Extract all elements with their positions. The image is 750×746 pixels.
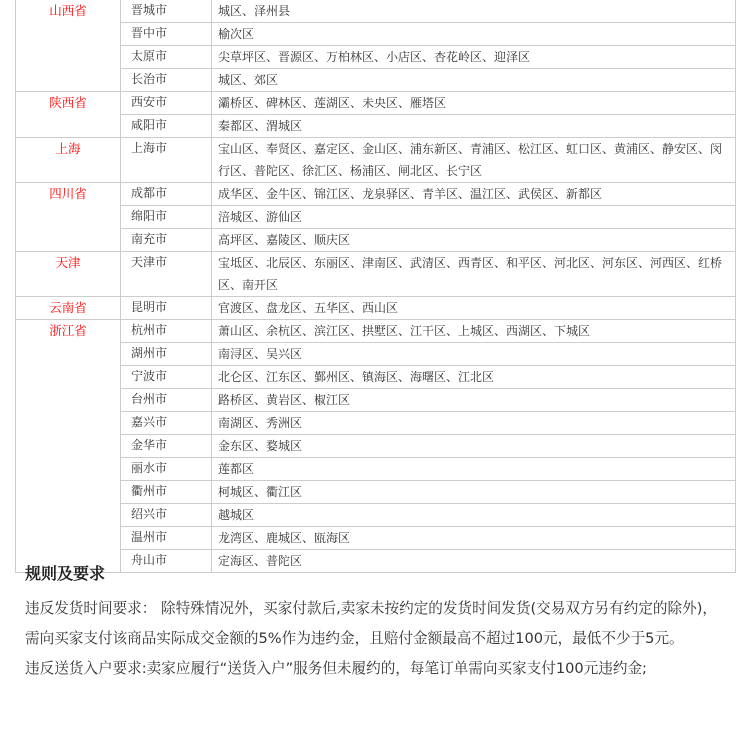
districts-cell: 官渡区、盘龙区、五华区、西山区 [212, 297, 736, 320]
table-row [16, 435, 736, 458]
table-row [16, 527, 736, 550]
rules-title: 规则及要求 [25, 564, 106, 583]
city-cell: 咸阳市 [121, 115, 212, 138]
table-row [16, 343, 736, 366]
districts-cell: 高坪区、嘉陵区、顺庆区 [212, 229, 736, 252]
city-cell: 昆明市 [121, 297, 212, 320]
city-cell: 晋城市 [121, 0, 212, 23]
table-row [16, 69, 736, 92]
city-cell: 绍兴市 [121, 504, 212, 527]
region-table [15, 0, 736, 573]
city-cell: 嘉兴市 [121, 412, 212, 435]
districts-cell: 莲都区 [212, 458, 736, 481]
city-cell: 杭州市 [121, 320, 212, 343]
city-cell: 太原市 [121, 46, 212, 69]
province-cell: 陕西省 [16, 92, 121, 138]
city-cell: 丽水市 [121, 458, 212, 481]
city-cell: 衢州市 [121, 481, 212, 504]
table-row [16, 46, 736, 69]
districts-cell: 灞桥区、碑林区、莲湖区、未央区、雁塔区 [212, 92, 736, 115]
table-row [16, 458, 736, 481]
city-cell: 台州市 [121, 389, 212, 412]
districts-cell: 越城区 [212, 504, 736, 527]
province-cell: 上海 [16, 138, 121, 183]
province-cell: 天津 [16, 252, 121, 297]
city-cell: 金华市 [121, 435, 212, 458]
city-cell: 南充市 [121, 229, 212, 252]
table-row [16, 229, 736, 252]
districts-cell: 尖草坪区、晋源区、万柏林区、小店区、杏花岭区、迎泽区 [212, 46, 736, 69]
districts-cell: 柯城区、衢江区 [212, 481, 736, 504]
table-row [16, 138, 736, 183]
districts-cell: 成华区、金牛区、锦江区、龙泉驿区、青羊区、温江区、武侯区、新都区 [212, 183, 736, 206]
table-row [16, 389, 736, 412]
districts-cell: 龙湾区、鹿城区、瓯海区 [212, 527, 736, 550]
city-cell: 温州市 [121, 527, 212, 550]
city-cell: 舟山市 [121, 550, 212, 573]
districts-cell: 城区、郊区 [212, 69, 736, 92]
districts-cell: 南浔区、吴兴区 [212, 343, 736, 366]
table-row [16, 183, 736, 206]
districts-cell: 城区、泽州县 [212, 0, 736, 23]
districts-cell: 路桥区、黄岩区、椒江区 [212, 389, 736, 412]
province-cell: 浙江省 [16, 320, 121, 573]
province-cell: 四川省 [16, 183, 121, 252]
districts-cell: 南湖区、秀洲区 [212, 412, 736, 435]
rules-section [25, 562, 730, 684]
table-row [16, 504, 736, 527]
city-cell: 西安市 [121, 92, 212, 115]
districts-cell: 萧山区、余杭区、滨江区、拱墅区、江干区、上城区、西湖区、下城区 [212, 320, 736, 343]
table-row [16, 206, 736, 229]
table-row [16, 320, 736, 343]
table-row [16, 92, 736, 115]
city-cell: 绵阳市 [121, 206, 212, 229]
districts-cell: 涪城区、游仙区 [212, 206, 736, 229]
table-row [16, 366, 736, 389]
rule-shipping-time: 违反发货时间要求： 除特殊情况外，买家付款后,卖家未按约定的发货时间发货(交易双方另有约定的除外)，需向买家支付该商品实际成交金额的5%作为违约金，且赔付金额最高不超过100元，最低不少于5元。 [25, 600, 717, 647]
table-row [16, 115, 736, 138]
districts-cell: 宝山区、奉贤区、嘉定区、金山区、浦东新区、青浦区、松江区、虹口区、黄浦区、静安区、闵行区、普陀区、徐汇区、杨浦区、闸北区、长宁区 [212, 138, 736, 183]
districts-cell: 北仑区、江东区、鄞州区、镇海区、海曙区、江北区 [212, 366, 736, 389]
city-cell: 天津市 [121, 252, 212, 297]
province-cell: 山西省 [16, 0, 121, 92]
table-row [16, 23, 736, 46]
city-cell: 成都市 [121, 183, 212, 206]
city-cell: 长治市 [121, 69, 212, 92]
districts-cell: 定海区、普陀区 [212, 550, 736, 573]
districts-cell: 榆次区 [212, 23, 736, 46]
table-row [16, 252, 736, 297]
province-cell: 云南省 [16, 297, 121, 320]
districts-cell: 金东区、婺城区 [212, 435, 736, 458]
city-cell: 上海市 [121, 138, 212, 183]
table-row [16, 412, 736, 435]
city-cell: 湖州市 [121, 343, 212, 366]
rule-home-delivery: 违反送货入户要求:卖家应履行“送货入户”服务但未履约的，每笔订单需向买家支付100元违约金; [25, 660, 647, 677]
districts-cell: 宝坻区、北辰区、东丽区、津南区、武清区、西青区、和平区、河北区、河东区、河西区、红桥区、南开区 [212, 252, 736, 297]
city-cell: 晋中市 [121, 23, 212, 46]
region-table-body [16, 0, 736, 573]
table-row [16, 0, 736, 23]
districts-cell: 秦都区、渭城区 [212, 115, 736, 138]
table-row [16, 481, 736, 504]
table-row [16, 297, 736, 320]
city-cell: 宁波市 [121, 366, 212, 389]
